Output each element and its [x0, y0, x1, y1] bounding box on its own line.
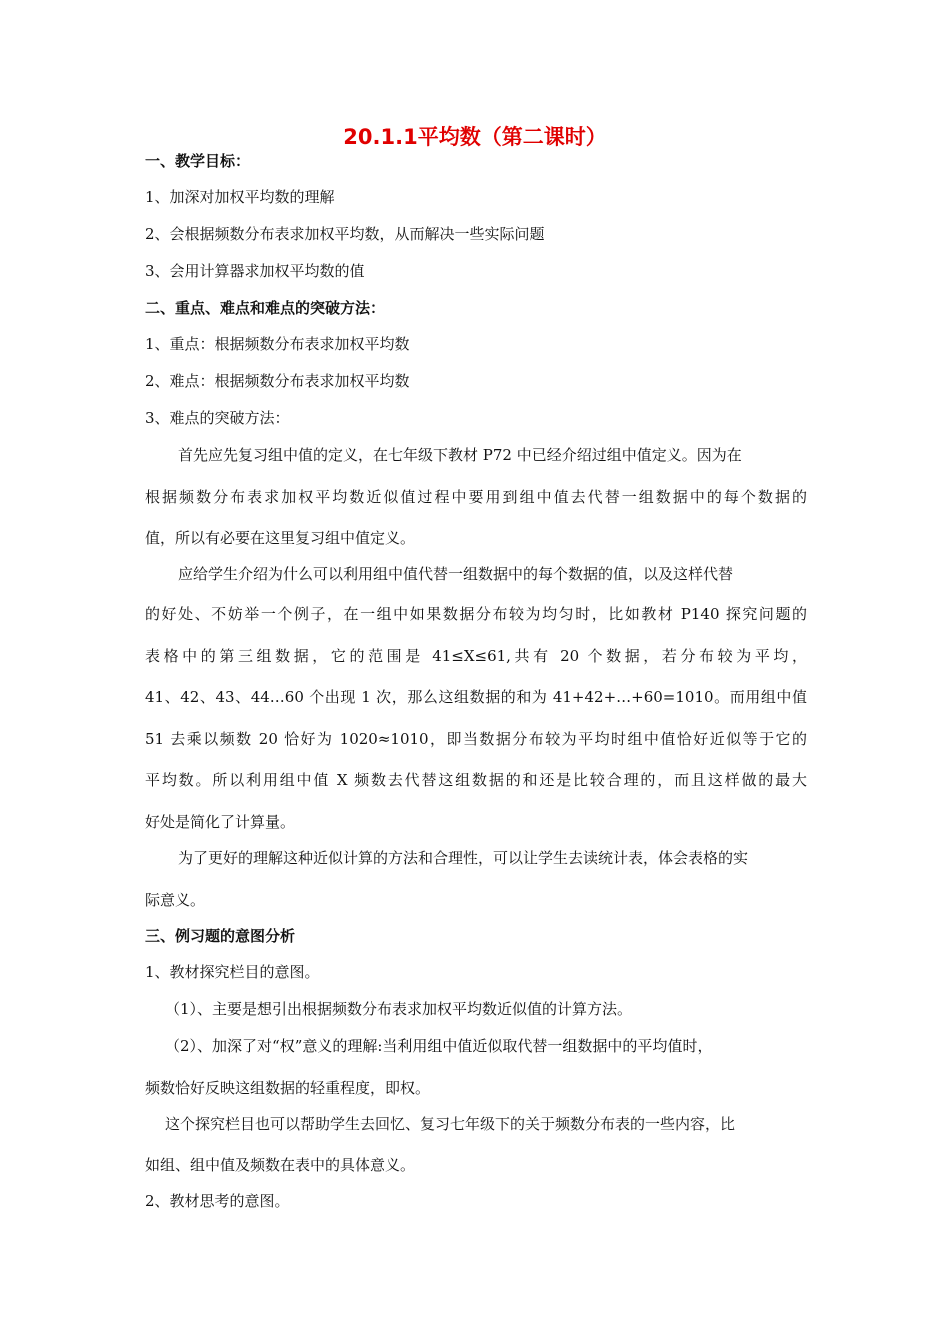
paragraph-line: 值，所以有必要在这里复习组中值定义。: [145, 529, 416, 547]
section-heading-objectives: 一、教学目标：: [145, 152, 251, 170]
key-point-item: 3、难点的突破方法：: [145, 409, 290, 427]
paragraph-line: 为了更好的理解这种近似计算的方法和合理性，可以让学生去读统计表，体会表格的实: [178, 849, 749, 867]
example-item: 1、教材探究栏目的意图。: [145, 963, 320, 981]
objective-item: 1、加深对加权平均数的理解: [145, 188, 335, 206]
paragraph-line: 根据频数分布表求加权平均数近似值过程中要用到组中值去代替一组数据中的每个数据的: [145, 488, 807, 506]
example-item: 2、教材思考的意图。: [145, 1192, 290, 1210]
paragraph-line: 51 去乘以频数 20 恰好为 1020≈1010，即当数据分布较为平均时组中值恰好近似等于它的: [145, 730, 807, 748]
paragraph-line: 应给学生介绍为什么可以利用组中值代替一组数据中的每个数据的值，以及这样代替: [178, 565, 734, 583]
paragraph-line: 如组、组中值及频数在表中的具体意义。: [145, 1156, 416, 1174]
section-heading-examples: 三、例习题的意图分析: [145, 927, 296, 945]
paragraph-line: 的好处、不妨举一个例子，在一组中如果数据分布较为均匀时，比如教材 P140 探究问题的: [145, 605, 807, 623]
objective-item: 2、会根据频数分布表求加权平均数，从而解决一些实际问题: [145, 225, 545, 243]
example-sub-item: （1）、主要是想引出根据频数分布表求加权平均数近似值的计算方法。: [165, 1000, 633, 1018]
objective-item: 3、会用计算器求加权平均数的值: [145, 262, 365, 280]
example-sub-item: （2）、加深了对“权”意义的理解:当利用组中值近似取代替一组数据中的平均值时，: [165, 1037, 713, 1055]
paragraph-line: 首先应先复习组中值的定义，在七年级下教材 P72 中已经介绍过组中值定义。因为在: [178, 446, 742, 464]
paragraph-line: 好处是简化了计算量。: [145, 813, 296, 831]
paragraph-line: 际意义。: [145, 891, 206, 909]
document-title: 20.1.1平均数（第二课时）: [343, 125, 607, 149]
key-point-item: 1、重点：根据频数分布表求加权平均数: [145, 335, 410, 353]
key-point-item: 2、难点：根据频数分布表求加权平均数: [145, 372, 410, 390]
paragraph-line: 频数恰好反映这组数据的轻重程度，即权。: [145, 1079, 431, 1097]
section-heading-key-points: 二、重点、难点和难点的突破方法：: [145, 299, 386, 317]
paragraph-line: 41、42、43、44…60 个出现 1 次，那么这组数据的和为 41+42+…+60=1010。而用组中值: [145, 688, 807, 706]
paragraph-line: 这个探究栏目也可以帮助学生去回忆、复习七年级下的关于频数分布表的一些内容，比: [165, 1115, 736, 1133]
paragraph-line: 平均数。所以利用组中值 X 频数去代替这组数据的和还是比较合理的，而且这样做的最大: [145, 771, 807, 789]
paragraph-line: 表格中的第三组数据，它的范围是 41≤X≤61,共有 20 个数据，若分布较为平均，: [145, 647, 807, 665]
